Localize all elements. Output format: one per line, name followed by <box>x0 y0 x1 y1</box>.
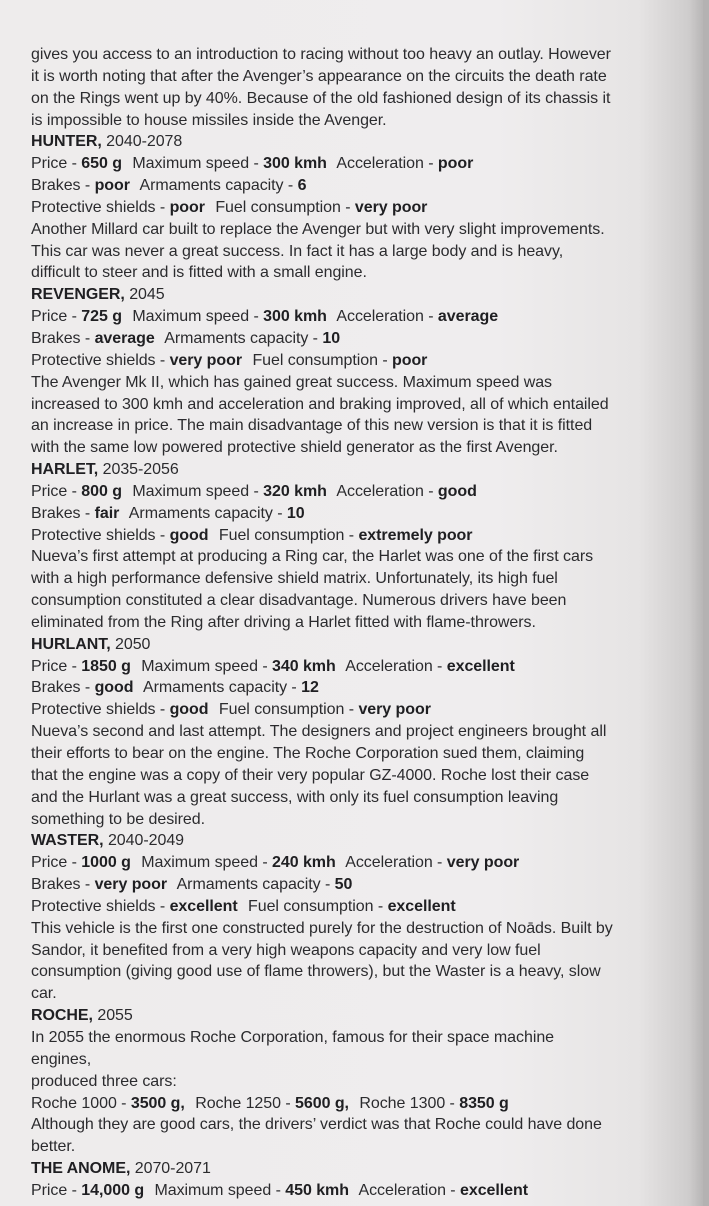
stats-line <box>31 503 687 525</box>
fuel-label: Fuel consumption - <box>252 351 392 369</box>
stats-line <box>31 153 687 175</box>
stats-line <box>31 197 687 219</box>
fuel-label: Fuel consumption - <box>215 198 355 216</box>
price-value: 800 g <box>81 482 122 500</box>
car-heading-harlet <box>31 459 687 481</box>
accel-value: excellent <box>460 1181 529 1199</box>
armaments-label: Armaments capacity - <box>139 177 298 195</box>
price-value: 650 g <box>81 155 122 173</box>
accel-label: Acceleration - <box>336 155 438 173</box>
car-years: 2050 <box>115 635 151 653</box>
speed-label: Maximum speed - <box>132 155 264 173</box>
brakes-value: good <box>94 679 134 697</box>
car-years: 2070-2071 <box>134 1160 211 1178</box>
car-name: HUNTER, <box>31 133 102 151</box>
speed-value: 450 kmh <box>285 1181 349 1199</box>
armaments-value: 6 <box>297 177 307 195</box>
stats-line <box>31 1180 687 1202</box>
description-line: This vehicle is the first one constructed purely for the destruction of Noāds. Built by <box>31 919 613 937</box>
brakes-value: fair <box>94 504 120 522</box>
description-line: their efforts to bear on the engine. The Roche Corporation sued them, claiming <box>31 745 585 762</box>
fuel-value: extremely poor <box>358 526 473 544</box>
armaments-value: 10 <box>286 504 305 522</box>
brakes-value: very poor <box>94 876 168 894</box>
model-price: 3500 g, <box>130 1094 185 1112</box>
armaments-label: Armaments capacity - <box>128 504 287 522</box>
armaments-label: Armaments capacity - <box>176 876 335 894</box>
description-line: produced three cars: <box>31 1072 177 1090</box>
speed-label: Maximum speed - <box>154 1181 286 1199</box>
speed-label: Maximum speed - <box>141 854 272 872</box>
accel-label: Acceleration - <box>345 657 447 675</box>
armaments-value: 50 <box>334 876 353 894</box>
price-value: 1850 g <box>81 657 131 675</box>
description-line: The Avenger Mk II, which has gained great success. Maximum speed was <box>31 373 552 391</box>
stats-line <box>31 306 687 328</box>
description-line: eliminated from the Ring after driving a Harlet fitted with flame-throwers. <box>31 613 536 631</box>
car-name: THE ANOME, <box>31 1160 131 1178</box>
description-line: consumption constituted a clear disadvantage. Numerous drivers have been <box>31 592 567 610</box>
description-line: In 2055 the enormous Roche Corporation, famous for their space machine <box>31 1028 555 1046</box>
price-value: 14,000 g <box>81 1181 145 1199</box>
car-heading-hunter <box>31 131 687 153</box>
shields-label: Protective shields - <box>31 351 170 369</box>
description-line: Although they are good cars, the drivers’ verdict was that Roche could have done <box>31 1116 602 1134</box>
description-line: Another Millard car built to replace the Avenger but with very slight improvements. <box>31 220 605 238</box>
price-value: 725 g <box>81 308 122 326</box>
car-name: ROCHE, <box>31 1007 93 1025</box>
car-heading-hurlant <box>31 634 687 656</box>
fuel-value: very poor <box>354 198 428 216</box>
speed-value: 300 kmh <box>263 155 327 173</box>
speed-value: 240 kmh <box>272 854 336 872</box>
fuel-label: Fuel consumption - <box>218 701 359 719</box>
stats-line <box>31 852 687 874</box>
model-price: 8350 g <box>459 1094 509 1112</box>
car-years: 2045 <box>129 286 165 304</box>
shields-value: good <box>169 526 209 544</box>
page-spine <box>703 0 709 1206</box>
accel-label: Acceleration - <box>336 308 438 326</box>
description-line: Nueva’s first attempt at producing a Ring car, the Harlet was one of the first cars <box>31 548 594 566</box>
shields-value: excellent <box>169 897 238 915</box>
model-label: Roche 1250 - <box>195 1094 296 1112</box>
shields-label: Protective shields - <box>31 526 170 544</box>
stats-line <box>31 481 687 503</box>
car-years: 2055 <box>97 1007 133 1025</box>
description-line: consumption (giving good use of flame throwers), but the Waster is a heavy, slow <box>31 963 601 981</box>
car-name: HARLET, <box>31 461 99 479</box>
description-line: difficult to steer and is fitted with a small engine. <box>31 264 367 282</box>
price-label: Price - <box>31 155 82 173</box>
description-line: Sandor, it benefited from a very high weapons capacity and very low fuel <box>31 941 541 959</box>
stats-line <box>31 896 687 918</box>
stats-line <box>31 699 687 721</box>
car-years: 2035-2056 <box>102 461 179 479</box>
accel-label: Acceleration - <box>345 854 447 872</box>
description-line: that the engine was a copy of their very popular GZ-4000. Roche lost their case <box>31 766 590 784</box>
stats-line <box>31 677 687 699</box>
car-heading-waster <box>31 830 687 852</box>
accel-label: Acceleration - <box>358 1181 460 1199</box>
description-line: with a high performance defensive shield matrix. Unfortunately, its high fuel <box>31 570 558 588</box>
speed-label: Maximum speed - <box>141 657 272 675</box>
price-label: Price - <box>31 308 82 326</box>
speed-value: 340 kmh <box>272 657 336 675</box>
car-name: WASTER, <box>31 832 104 850</box>
car-heading-revenger <box>31 284 687 306</box>
stats-line <box>31 656 687 678</box>
armaments-label: Armaments capacity - <box>164 329 323 347</box>
description-line: and the Hurlant was a great success, with only its fuel consumption leaving <box>31 788 559 806</box>
stats-line <box>31 328 687 350</box>
model-price: 5600 g, <box>295 1094 349 1112</box>
intro-line: on the Rings went up by 40%. Because of the old fashioned design of its chassis it <box>31 89 611 107</box>
armaments-label: Armaments capacity - <box>143 679 302 697</box>
roche-models-line <box>31 1093 687 1115</box>
car-name: HURLANT, <box>31 635 111 653</box>
shields-value: good <box>169 701 209 719</box>
shields-label: Protective shields - <box>31 701 170 719</box>
description-line: Nueva’s second and last attempt. The designers and project engineers brought all <box>31 723 607 741</box>
fuel-value: poor <box>392 351 428 369</box>
car-name: REVENGER, <box>31 286 125 304</box>
stats-line <box>31 350 687 372</box>
accel-value: excellent <box>446 657 515 675</box>
price-label: Price - <box>31 1181 82 1199</box>
brakes-label: Brakes - <box>31 177 95 195</box>
accel-value: good <box>437 482 477 500</box>
speed-value: 320 kmh <box>263 482 327 500</box>
fuel-label: Fuel consumption - <box>248 897 388 915</box>
stats-line <box>31 175 687 197</box>
page-spine-shadow <box>689 0 703 1206</box>
accel-value: average <box>437 308 499 326</box>
speed-label: Maximum speed - <box>132 308 264 326</box>
model-label: Roche 1300 - <box>359 1094 460 1112</box>
brakes-value: poor <box>94 177 130 195</box>
description-line: This car was never a great success. In fact it has a large body and is heavy, <box>31 242 564 260</box>
description-line: something to be desired. <box>31 810 206 828</box>
fuel-value: very poor <box>358 701 431 719</box>
intro-line: gives you access to an introduction to racing without too heavy an outlay. However <box>31 46 611 63</box>
armaments-value: 10 <box>322 329 341 347</box>
stats-line <box>31 525 687 547</box>
page-text <box>31 44 687 1202</box>
brakes-label: Brakes - <box>31 876 95 894</box>
description-line: car. <box>31 985 57 1003</box>
fuel-label: Fuel consumption - <box>218 526 359 544</box>
accel-value: very poor <box>446 854 520 872</box>
car-years: 2040-2049 <box>107 832 185 850</box>
accel-value: poor <box>437 155 474 173</box>
shields-label: Protective shields - <box>31 198 170 216</box>
speed-value: 300 kmh <box>263 308 327 326</box>
brakes-value: average <box>94 329 155 347</box>
car-heading-anome <box>31 1158 687 1180</box>
car-heading-roche <box>31 1005 687 1027</box>
description-line: with the same low powered protective shield generator as the first Avenger. <box>31 439 558 457</box>
price-label: Price - <box>31 854 82 872</box>
description-line: an increase in price. The main disadvantage of this new version is that it is fitted <box>31 417 593 435</box>
armaments-value: 12 <box>301 679 319 697</box>
brakes-label: Brakes - <box>31 679 95 697</box>
price-label: Price - <box>31 657 82 675</box>
description-line: engines, <box>31 1050 92 1068</box>
description-line: increased to 300 kmh and acceleration and braking improved, all of which entailed <box>31 395 609 413</box>
shields-value: poor <box>169 198 205 216</box>
brakes-label: Brakes - <box>31 329 95 347</box>
intro-line: it is worth noting that after the Avenger’s appearance on the circuits the death rate <box>31 67 607 85</box>
price-label: Price - <box>31 482 82 500</box>
intro-line: is impossible to house missiles inside the Avenger. <box>31 111 387 129</box>
shields-value: very poor <box>169 351 243 369</box>
accel-label: Acceleration - <box>336 482 438 500</box>
shields-label: Protective shields - <box>31 897 170 915</box>
fuel-value: excellent <box>387 897 456 915</box>
model-label: Roche 1000 - <box>31 1094 131 1112</box>
stats-line <box>31 874 687 896</box>
speed-label: Maximum speed - <box>132 482 264 500</box>
car-years: 2040-2078 <box>106 133 183 151</box>
brakes-label: Brakes - <box>31 504 95 522</box>
price-value: 1000 g <box>81 854 131 872</box>
description-line: better. <box>31 1138 76 1156</box>
